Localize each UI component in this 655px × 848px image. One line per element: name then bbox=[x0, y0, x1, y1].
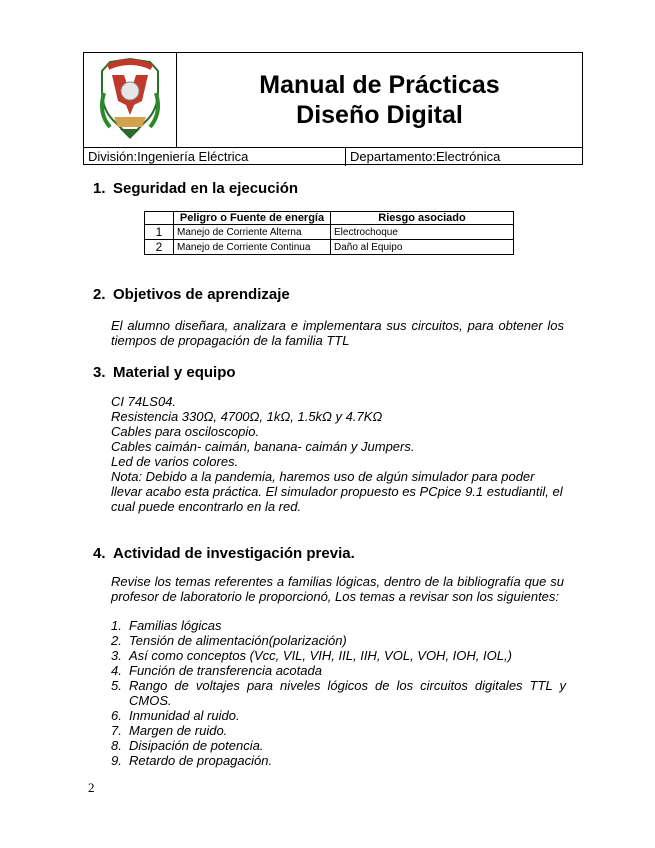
list-item: 6. Inmunidad al ruido. bbox=[111, 708, 240, 723]
section-1-heading: 1. Seguridad en la ejecución bbox=[93, 180, 299, 197]
topics-list bbox=[111, 618, 566, 768]
list-item: 4. Función de transferencia acotada bbox=[111, 663, 322, 678]
list-item: 3. Así como conceptos (Vcc, VIL, VIH, IIL, IIH, VOL, VOH, IOH, IOL,) bbox=[111, 648, 512, 663]
section-4-heading: 4. Actividad de investigación previa. bbox=[93, 545, 355, 562]
section-2-heading: 2. Objetivos de aprendizaje bbox=[93, 286, 290, 303]
material-item: Cables caimán- caimán, banana- caimán y Jumpers. bbox=[111, 439, 415, 454]
material-item: Cables para osciloscopio. bbox=[111, 424, 260, 439]
material-note: Nota: Debido a la pandemia, haremos uso de algún simulador para poder llevar acabo esta práctica. El simulador propuesto es PCpice 9.1 estudiantil, el cual puede encontrarlo en la red. bbox=[111, 469, 563, 514]
risk-col-risk: Riesgo asociado bbox=[331, 212, 514, 225]
section-3-heading: 3. Material y equipo bbox=[93, 364, 236, 381]
list-item: 9. Retardo de propagación. bbox=[111, 753, 273, 768]
document-title-line1: Manual de Prácticas bbox=[259, 71, 500, 99]
header-info-row bbox=[84, 147, 582, 166]
page-number: 2 bbox=[88, 780, 95, 795]
table-row: 2 Manejo de Corriente Continua Daño al Equipo bbox=[145, 240, 514, 255]
list-item: 8. Disipación de potencia. bbox=[111, 738, 264, 753]
unam-engineering-logo bbox=[84, 53, 176, 145]
objective-text: El alumno diseñara, analizara e implementara sus circuitos, para obtener los tiempos de propagación de la familia TTL bbox=[111, 318, 564, 348]
risk-table-header bbox=[145, 212, 514, 225]
header-table bbox=[83, 52, 583, 165]
material-item: CI 74LS04. bbox=[111, 394, 177, 409]
document-title-line2: Diseño Digital bbox=[296, 101, 463, 129]
risk-table bbox=[144, 211, 514, 255]
title-cell bbox=[177, 53, 582, 147]
risk-col-source: Peligro o Fuente de energía bbox=[174, 212, 331, 225]
materials-list bbox=[111, 394, 564, 514]
material-item: Resistencia 330Ω, 4700Ω, 1kΩ, 1.5kΩ y 4.7KΩ bbox=[111, 409, 383, 424]
material-item: Led de varios colores. bbox=[111, 454, 239, 469]
list-item: 1. Familias lógicas bbox=[111, 618, 222, 633]
logo-cell bbox=[84, 53, 177, 147]
research-intro: Revise los temas referentes a familias lógicas, dentro de la bibliografía que su profesor de laboratorio le proporcionó, Los temas a revisar son los siguientes: bbox=[111, 574, 564, 604]
list-item: 2. Tensión de alimentación(polarización) bbox=[111, 633, 347, 648]
list-item: 5. Rango de voltajes para niveles lógicos de los circuitos digitales TTL y CMOS. bbox=[111, 678, 566, 708]
list-item: 7. Margen de ruido. bbox=[111, 723, 228, 738]
division-cell: División:Ingeniería Eléctrica bbox=[84, 148, 346, 166]
department-cell: Departamento:Electrónica bbox=[350, 149, 501, 164]
table-row: 1 Manejo de Corriente Alterna Electrochoque bbox=[145, 225, 514, 240]
